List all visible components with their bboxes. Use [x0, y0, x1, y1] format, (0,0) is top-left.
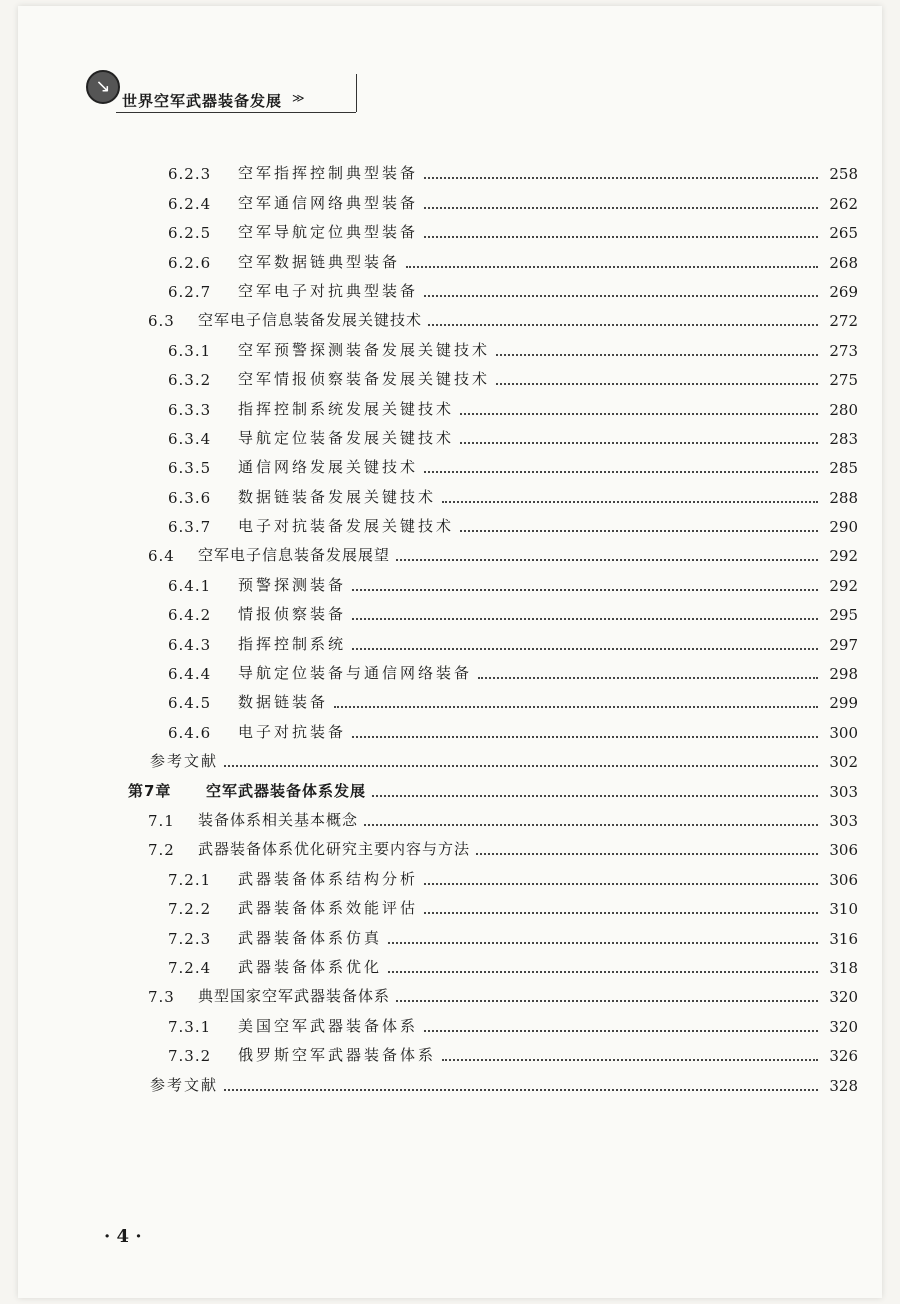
toc-leader-dots — [406, 265, 818, 268]
toc-entry-page: 275 — [829, 371, 858, 390]
toc-entry-page: 328 — [829, 1076, 858, 1095]
toc-leader-dots — [424, 911, 818, 914]
toc-entry-number: 6.4.6 — [168, 723, 212, 742]
toc-entry-title: 空军指挥控制典型装备 — [238, 164, 419, 183]
toc-leader-dots — [396, 999, 818, 1002]
toc-entry — [128, 448, 858, 477]
toc-entry-number: 6.3.4 — [168, 429, 212, 448]
toc-leader-dots — [364, 823, 818, 826]
toc-entry-title: 空军电子信息装备发展展望 — [198, 546, 391, 565]
toc-leader-dots — [424, 1029, 818, 1032]
toc-entry — [128, 1036, 858, 1065]
toc-leader-dots — [496, 353, 818, 356]
toc-entry — [128, 1065, 858, 1094]
toc-entry-title: 指挥控制系统发展关键技术 — [238, 399, 455, 418]
toc-entry-number: 7.3.2 — [168, 1047, 212, 1066]
toc-entry-page: 292 — [829, 547, 858, 566]
toc-entry-number: 6.2.3 — [168, 165, 212, 184]
toc-entry-number: 6.4.5 — [168, 694, 212, 713]
toc-entry-page: 265 — [829, 224, 858, 243]
toc-entry-number: 6.2.4 — [168, 194, 212, 213]
toc-entry-title: 空军电子信息装备发展关键技术 — [198, 311, 423, 330]
toc-entry-page: 306 — [829, 841, 858, 860]
toc-entry-page: 292 — [829, 576, 858, 595]
toc-entry-title: 空军导航定位典型装备 — [238, 223, 419, 242]
toc-entry-page: 303 — [829, 811, 858, 830]
toc-leader-dots — [496, 382, 818, 385]
toc-entry — [128, 918, 858, 947]
toc-entry-title: 通信网络发展关键技术 — [238, 458, 419, 477]
toc-leader-dots — [428, 323, 818, 326]
toc-entry — [128, 624, 858, 653]
toc-leader-dots — [388, 941, 818, 944]
toc-entry-page: 316 — [829, 929, 858, 948]
toc-entry-number: 7.2.2 — [168, 900, 212, 919]
toc-entry-title: 指挥控制系统 — [238, 634, 347, 653]
toc-entry — [128, 1006, 858, 1035]
toc-leader-dots — [224, 764, 818, 767]
toc-entry-page: 326 — [829, 1047, 858, 1066]
toc-leader-dots — [424, 206, 818, 209]
book-title: 世界空军武器装备发展 — [122, 92, 283, 110]
double-arrow-icon: ≫ — [292, 91, 305, 105]
toc-entry-number: 6.3.5 — [168, 459, 212, 478]
toc-entry-title: 情报侦察装备 — [238, 605, 347, 624]
toc-entry-page: 283 — [829, 429, 858, 448]
toc-entry — [128, 771, 858, 800]
toc-entry-page: 288 — [829, 488, 858, 507]
toc-entry-title: 空军数据链典型装备 — [238, 252, 401, 271]
toc-entry-number: 6.3.7 — [168, 518, 212, 537]
toc-entry-page: 273 — [829, 341, 858, 360]
toc-leader-dots — [424, 882, 818, 885]
toc-entry-page: 306 — [829, 870, 858, 889]
table-of-contents — [128, 154, 858, 1095]
toc-entry — [128, 742, 858, 771]
toc-entry — [128, 242, 858, 271]
toc-leader-dots — [224, 1088, 818, 1091]
toc-entry-number: 7.2.3 — [168, 929, 212, 948]
toc-entry-number: 6.2.7 — [168, 282, 212, 301]
toc-entry-number: 6.4.3 — [168, 635, 212, 654]
toc-entry — [128, 948, 858, 977]
toc-entry-page: 303 — [829, 782, 858, 801]
toc-entry-number: 6.3.3 — [168, 400, 212, 419]
toc-entry-page: 318 — [829, 958, 858, 977]
toc-leader-dots — [352, 588, 818, 591]
toc-entry-title: 武器装备体系仿真 — [238, 928, 383, 947]
toc-entry-page: 262 — [829, 194, 858, 213]
toc-entry-title: 参考文献 — [150, 1075, 219, 1094]
toc-entry-title: 导航定位装备发展关键技术 — [238, 428, 455, 447]
toc-entry-number: 6.4.2 — [168, 606, 212, 625]
toc-entry-title: 空军通信网络典型装备 — [238, 193, 419, 212]
toc-entry-title: 空军电子对抗典型装备 — [238, 281, 419, 300]
toc-entry-page: 297 — [829, 635, 858, 654]
toc-leader-dots — [424, 294, 818, 297]
book-page — [18, 6, 882, 1298]
toc-entry-title: 空军武器装备体系发展 — [206, 781, 367, 800]
toc-entry-page: 268 — [829, 253, 858, 272]
toc-entry-number: 6.3.1 — [168, 341, 212, 360]
toc-leader-dots — [352, 647, 818, 650]
toc-entry-page: 320 — [829, 1017, 858, 1036]
toc-entry-page: 272 — [829, 312, 858, 331]
toc-leader-dots — [372, 794, 818, 797]
toc-entry-title: 参考文献 — [150, 752, 219, 771]
toc-entry-title: 武器装备体系优化研究主要内容与方法 — [198, 840, 471, 859]
toc-entry-page: 300 — [829, 723, 858, 742]
toc-entry-page: 258 — [829, 165, 858, 184]
toc-leader-dots — [442, 1058, 818, 1061]
toc-leader-dots — [334, 705, 818, 708]
toc-entry-number: 7.2 — [148, 841, 175, 860]
arrow-circle-icon: ↘ — [86, 70, 120, 104]
toc-entry-title: 数据链装备发展关键技术 — [238, 487, 437, 506]
toc-entry — [128, 565, 858, 594]
toc-entry — [128, 830, 858, 859]
toc-entry — [128, 389, 858, 418]
toc-entry-number: 7.2.4 — [168, 958, 212, 977]
toc-entry-number: 7.3.1 — [168, 1017, 212, 1036]
toc-entry-title: 电子对抗装备 — [238, 722, 347, 741]
toc-entry-number: 6.3.2 — [168, 371, 212, 390]
toc-entry-page: 295 — [829, 606, 858, 625]
toc-entry — [128, 154, 858, 183]
toc-entry-number: 6.2.6 — [168, 253, 212, 272]
toc-entry-page: 299 — [829, 694, 858, 713]
toc-entry-title: 俄罗斯空军武器装备体系 — [238, 1046, 437, 1065]
toc-leader-dots — [396, 558, 818, 561]
toc-entry — [128, 801, 858, 830]
toc-entry-title: 典型国家空军武器装备体系 — [198, 987, 391, 1006]
toc-leader-dots — [476, 852, 818, 855]
toc-entry — [128, 536, 858, 565]
header-rule-vertical — [356, 74, 357, 112]
toc-entry-title: 空军情报侦察装备发展关键技术 — [238, 370, 491, 389]
toc-entry — [128, 419, 858, 448]
toc-entry-number: 6.4.4 — [168, 665, 212, 684]
toc-entry-number: 第7章 — [128, 781, 172, 800]
toc-entry-title: 电子对抗装备发展关键技术 — [238, 517, 455, 536]
toc-leader-dots — [424, 470, 818, 473]
toc-entry-title: 美国空军武器装备体系 — [238, 1016, 419, 1035]
toc-leader-dots — [352, 617, 818, 620]
toc-leader-dots — [388, 970, 818, 973]
running-header — [86, 70, 326, 118]
toc-entry-title: 武器装备体系优化 — [238, 957, 383, 976]
toc-leader-dots — [460, 441, 818, 444]
toc-entry-number: 6.4 — [148, 547, 175, 566]
toc-entry-title: 空军预警探测装备发展关键技术 — [238, 340, 491, 359]
toc-leader-dots — [478, 676, 818, 679]
toc-entry-title: 数据链装备 — [238, 693, 329, 712]
toc-entry-number: 6.3 — [148, 312, 175, 331]
toc-entry-number: 7.2.1 — [168, 870, 212, 889]
toc-leader-dots — [424, 235, 818, 238]
toc-entry-title: 武器装备体系结构分析 — [238, 869, 419, 888]
toc-entry-title: 预警探测装备 — [238, 575, 347, 594]
toc-entry — [128, 889, 858, 918]
toc-entry — [128, 330, 858, 359]
toc-entry-page: 290 — [829, 518, 858, 537]
toc-entry-title: 装备体系相关基本概念 — [198, 810, 359, 829]
toc-entry — [128, 301, 858, 330]
toc-entry — [128, 977, 858, 1006]
toc-leader-dots — [442, 500, 818, 503]
toc-entry — [128, 272, 858, 301]
toc-entry — [128, 712, 858, 741]
toc-entry — [128, 859, 858, 888]
toc-entry — [128, 683, 858, 712]
toc-entry — [128, 213, 858, 242]
toc-entry-number: 7.1 — [148, 811, 175, 830]
toc-entry — [128, 654, 858, 683]
toc-entry — [128, 360, 858, 389]
page-number: · 4 · — [104, 1226, 142, 1247]
toc-entry — [128, 477, 858, 506]
toc-entry-number: 6.2.5 — [168, 224, 212, 243]
toc-leader-dots — [460, 529, 818, 532]
toc-entry-page: 280 — [829, 400, 858, 419]
toc-entry-title: 武器装备体系效能评估 — [238, 899, 419, 918]
toc-leader-dots — [460, 412, 818, 415]
toc-entry — [128, 595, 858, 624]
toc-entry — [128, 183, 858, 212]
toc-entry-page: 302 — [829, 753, 858, 772]
toc-leader-dots — [352, 735, 818, 738]
toc-entry-number: 6.3.6 — [168, 488, 212, 507]
toc-entry — [128, 507, 858, 536]
toc-leader-dots — [424, 176, 818, 179]
toc-entry-number: 6.4.1 — [168, 576, 212, 595]
toc-entry-page: 320 — [829, 988, 858, 1007]
toc-entry-page: 298 — [829, 665, 858, 684]
header-rule — [116, 112, 356, 113]
toc-entry-title: 导航定位装备与通信网络装备 — [238, 664, 473, 683]
toc-entry-page: 310 — [829, 900, 858, 919]
toc-entry-page: 285 — [829, 459, 858, 478]
toc-entry-page: 269 — [829, 282, 858, 301]
toc-entry-number: 7.3 — [148, 988, 175, 1007]
